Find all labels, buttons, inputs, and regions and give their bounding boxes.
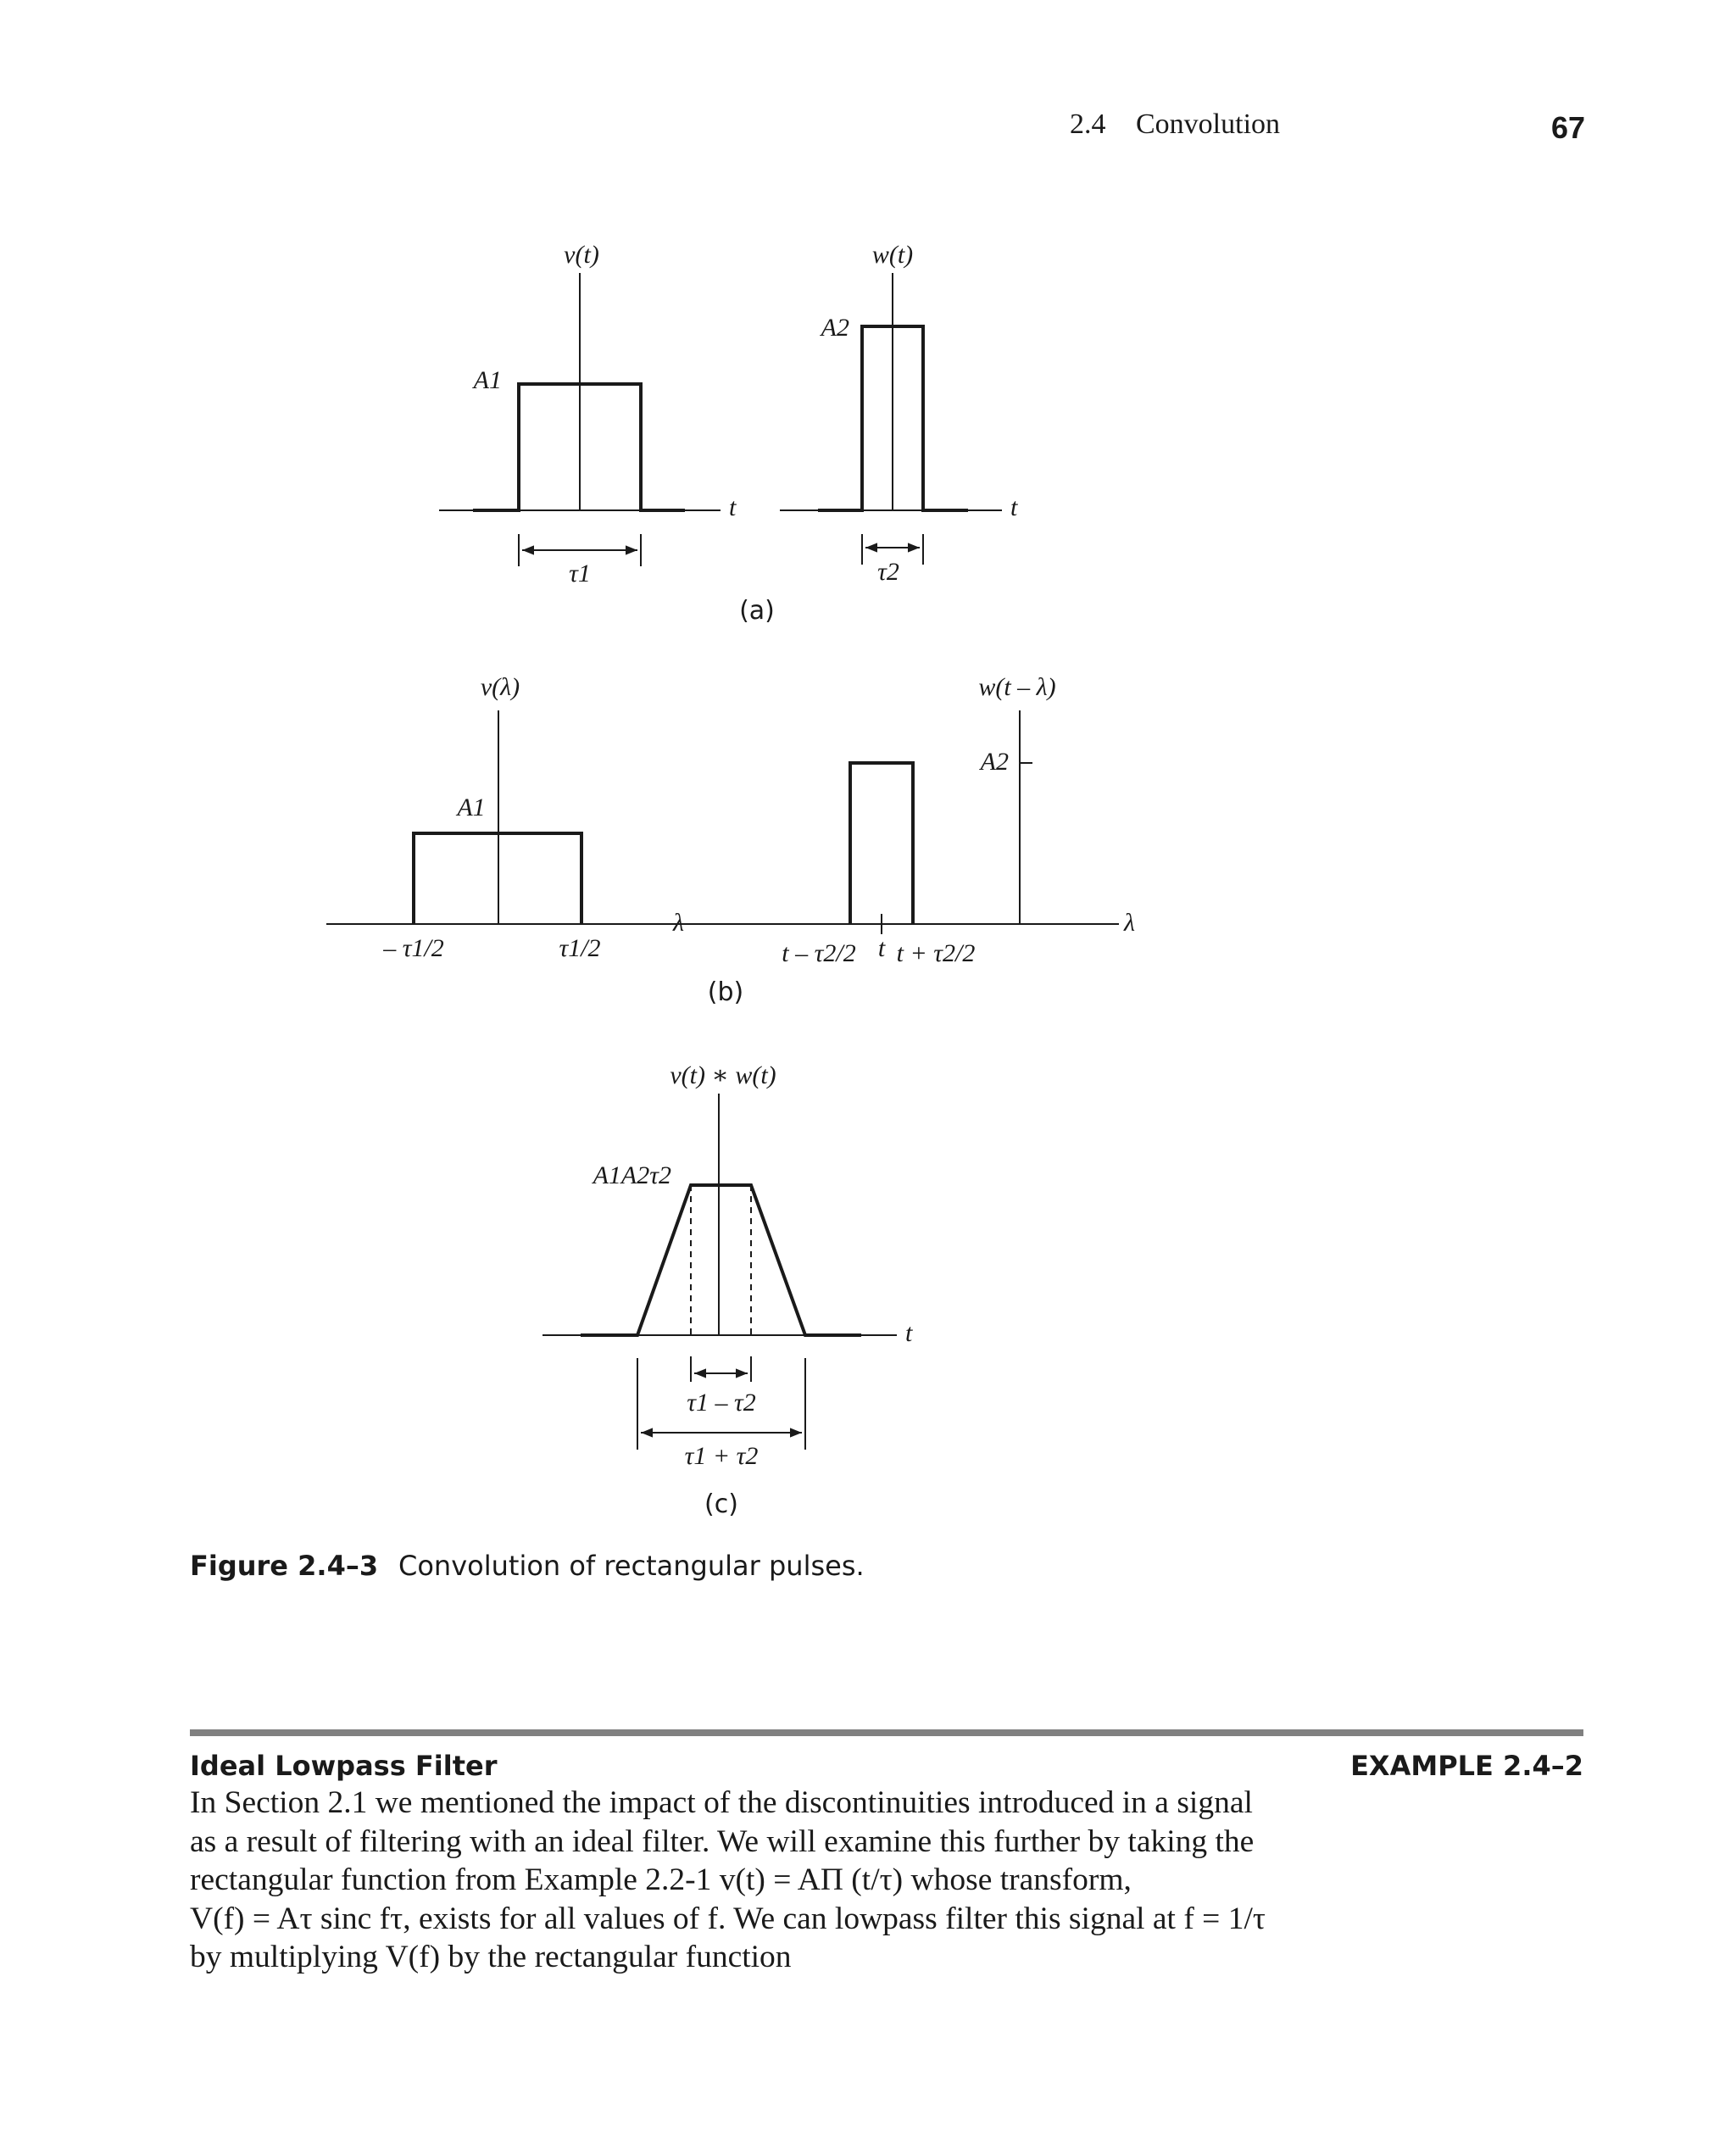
label-tau1: τ1	[569, 560, 591, 587]
label-axis-t-a1: t	[729, 493, 737, 521]
body-line: V(f) = Aτ sinc fτ, exists for all values of f. We can lowpass filter this signal at f = 1/τ	[190, 1901, 1266, 1936]
label-v-t: v(t)	[564, 241, 599, 269]
body-line: as a result of filtering with an ideal filter. We will examine this further by taking the	[190, 1823, 1255, 1859]
label-w-t-minus-lambda: w(t – λ)	[978, 673, 1056, 701]
panel-c-tag: (c)	[704, 1489, 738, 1519]
panel-a	[439, 241, 1018, 626]
label-a2: A2	[821, 314, 849, 342]
label-inner-width: τ1 – τ2	[687, 1389, 756, 1417]
label-axis-lambda-2: λ	[1124, 909, 1135, 937]
label-axis-t-c: t	[905, 1319, 913, 1347]
example-title: Ideal Lowpass Filter	[190, 1750, 498, 1782]
label-height: A1A2τ2	[593, 1161, 671, 1189]
page-number: 67	[1551, 110, 1586, 145]
label-a2-b: A2	[980, 748, 1009, 776]
figure-caption-text: Convolution of rectangular pulses.	[398, 1550, 865, 1582]
label-convolution: v(t) ∗ w(t)	[670, 1061, 776, 1089]
label-w-t: w(t)	[871, 241, 914, 269]
example-tag: EXAMPLE 2.4–2	[1350, 1750, 1583, 1782]
panel-b-tag: (b)	[707, 977, 744, 1007]
label-v-lambda: v(λ)	[480, 673, 520, 701]
tick-t-plus-tau2-half: t + τ2/2	[896, 939, 976, 967]
example-body	[190, 1784, 1277, 1977]
label-axis-t-a2: t	[1010, 493, 1018, 521]
section-number: 2.4	[1070, 109, 1106, 140]
panel-a-tag: (a)	[739, 596, 775, 626]
label-axis-lambda-1: λ	[673, 909, 684, 937]
body-line: In Section 2.1 we mentioned the impact of the discontinuities introduced in a signal	[190, 1785, 1253, 1820]
body-line: by multiplying V(f) by the rectangular function	[190, 1940, 792, 1974]
tick-t-label: t	[877, 934, 886, 962]
label-outer-width: τ1 + τ2	[684, 1442, 759, 1470]
tick-t-minus-tau2-half: t – τ2/2	[782, 939, 856, 967]
pulse-w-shifted	[850, 763, 913, 924]
panel-b	[326, 673, 1135, 1007]
section-title: Convolution	[1136, 109, 1281, 140]
tick-tau1-half: τ1/2	[559, 934, 601, 962]
example-divider	[190, 1729, 1583, 1736]
body-line: rectangular function from Example 2.2-1 v(t) = AΠ (t/τ) whose transform,	[190, 1862, 1132, 1897]
label-tau2: τ2	[877, 558, 899, 586]
trapezoid-convolution	[581, 1185, 861, 1335]
tick-minus-tau1-half: – τ1/2	[383, 934, 444, 962]
label-a1-b: A1	[457, 793, 486, 821]
figure-caption-label: Figure 2.4–3	[190, 1550, 379, 1582]
panel-c	[542, 1061, 913, 1519]
label-a1: A1	[473, 366, 502, 394]
